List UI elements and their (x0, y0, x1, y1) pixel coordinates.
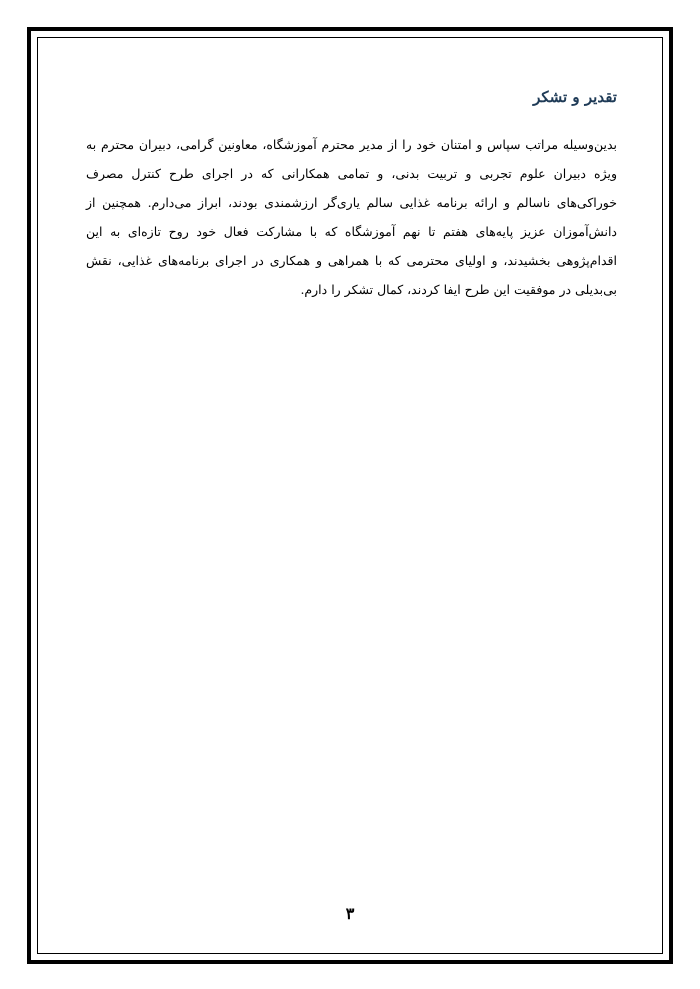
acknowledgement-paragraph (86, 130, 617, 304)
paragraph-line: دانش‌آموزان عزیز پایه‌های هفتم تا نهم آموزشگاه که با مشارکت فعال خود روح تازه‌ای به این (86, 224, 617, 239)
paragraph-line: بی‌بدیلی در موفقیت این طرح ایفا کردند، کمال تشکر را دارم. (300, 282, 617, 297)
paragraph-line: اقدام‌پژوهی بخشیدند، و اولیای محترمی که با همراهی و همکاری در اجرای برنامه‌های غذایی، نقش (86, 253, 617, 268)
paragraph-line: بدین‌وسیله مراتب سپاس و امتنان خود را از مدیر محترم آموزشگاه، معاونین گرامی، دبیران محترم به (86, 137, 617, 152)
paragraph-line: ویژه دبیران علوم تجربی و تربیت بدنی، و تمامی همکارانی که در اجرای طرح کنترل مصرف (86, 166, 617, 181)
section-heading: تقدیر و تشکر (533, 88, 617, 106)
page-number: ۳ (345, 904, 355, 923)
paragraph-line: خوراکی‌های ناسالم و ارائه برنامه غذایی سالم یاری‌گر ارزشمندی بودند، ابراز می‌دارم. همچنین از (86, 195, 617, 210)
